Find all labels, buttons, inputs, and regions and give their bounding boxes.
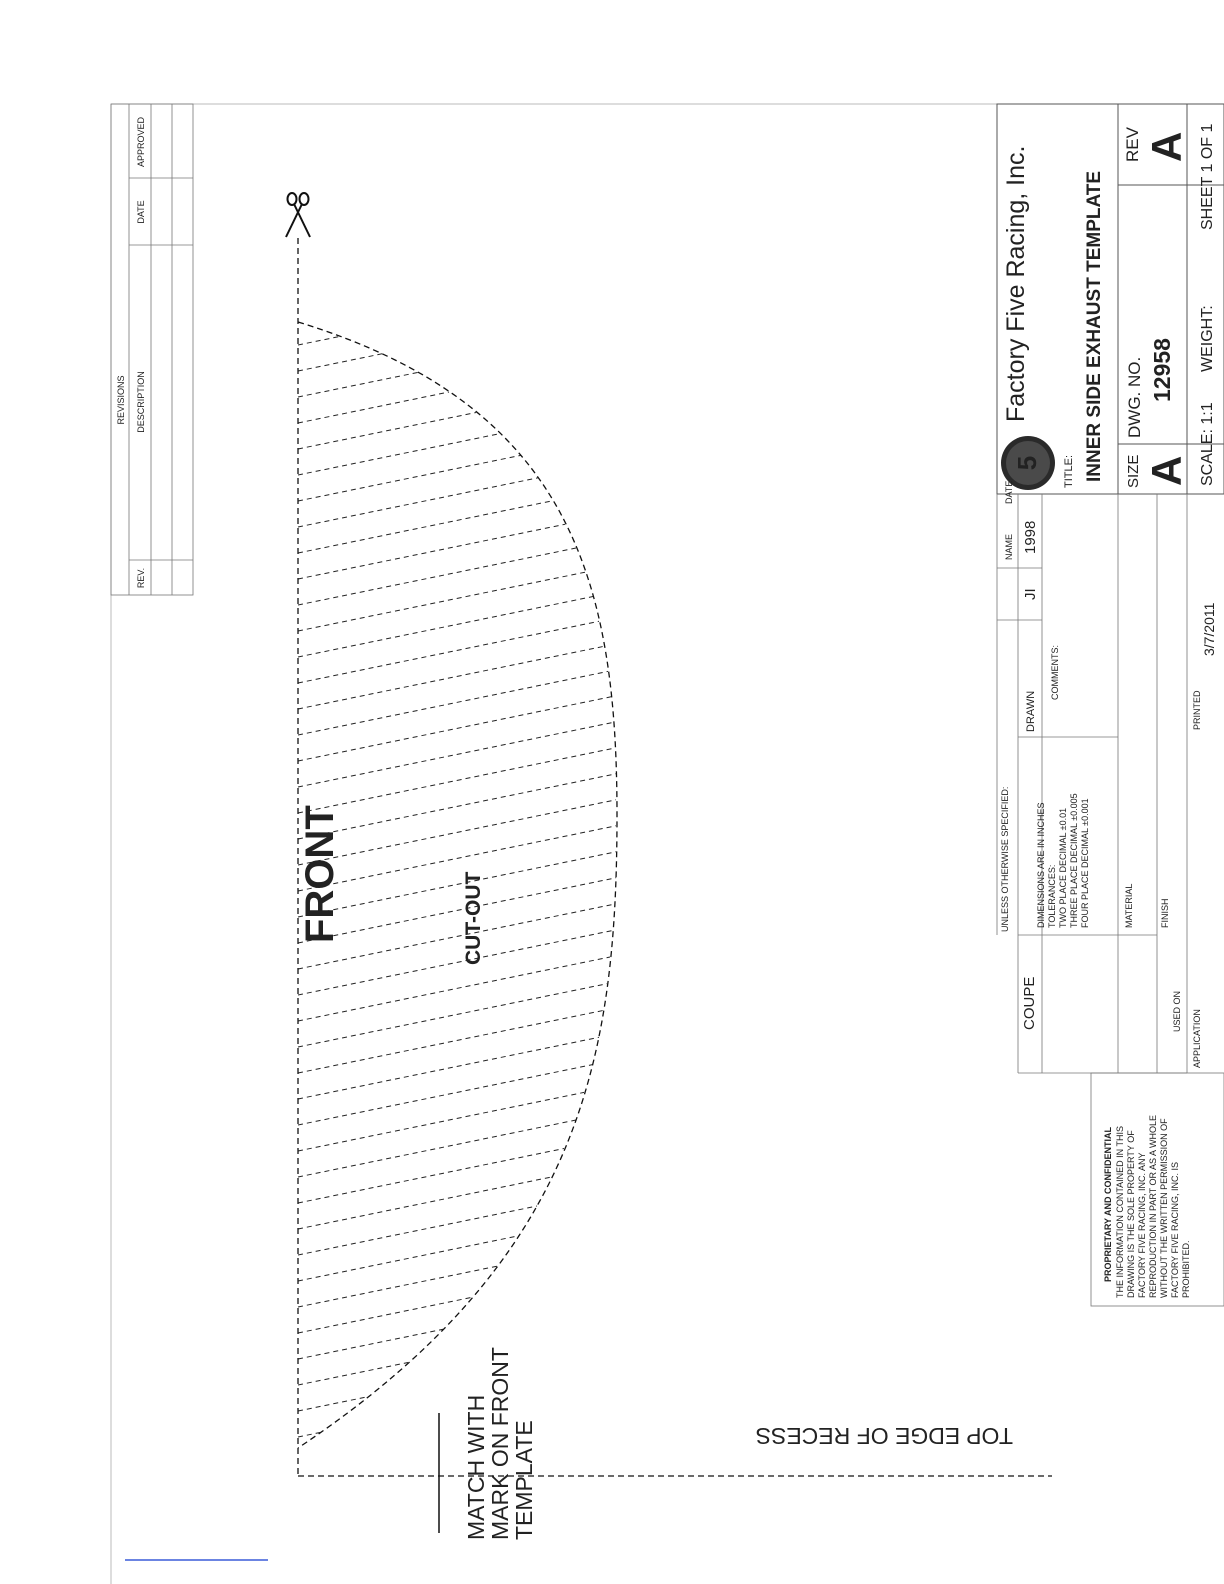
hatch-line: [298, 478, 538, 527]
cutout-label: CUT-OUT: [462, 871, 485, 965]
hatch-line: [298, 372, 419, 397]
hatch-line: [298, 392, 449, 423]
hatch-line: [298, 1149, 564, 1204]
hatch-line: [298, 774, 616, 839]
hatch-line: [298, 1092, 584, 1151]
hatch-line: [298, 826, 616, 891]
hatch-line: [298, 1065, 593, 1126]
hatch-line: [298, 748, 615, 813]
revisions-col-date: DATE: [136, 200, 146, 224]
dimensions-line-4: THREE PLACE DECIMAL ±0.005: [1069, 793, 1079, 928]
proprietary-line-2: DRAWING IS THE SOLE PROPERTY OF: [1126, 1130, 1136, 1298]
revisions-table: [111, 104, 193, 595]
proprietary-line-7: PROHIBITED.: [1181, 1240, 1191, 1298]
hatch-line: [298, 1236, 519, 1281]
hatch-line: [298, 524, 565, 579]
top-edge-label: TOP EDGE OF RECESS: [755, 1423, 1013, 1449]
hatch-line: [298, 1037, 599, 1099]
size-label: SIZE: [1125, 454, 1142, 488]
hatch-line: [298, 501, 553, 553]
template-drawing: [286, 193, 1052, 1540]
match-label-line-3: TEMPLATE: [511, 1420, 537, 1540]
revisions-col-description: DESCRIPTION: [136, 371, 146, 433]
revisions-col-approved: APPROVED: [136, 116, 146, 168]
hatch-line: [298, 984, 607, 1047]
application-label: APPLICATION: [1192, 1009, 1202, 1068]
hatch-line: [298, 1363, 408, 1386]
hatch-line: [298, 957, 610, 1021]
match-label-line-2: MARK ON FRONT: [487, 1347, 513, 1540]
company-name: Factory Five Racing, Inc.: [1002, 145, 1030, 422]
hatch-line: [298, 572, 585, 631]
sheet-text: SHEET 1 OF 1: [1199, 123, 1216, 230]
title-block: [997, 104, 1224, 1306]
hatch-line: [298, 1120, 576, 1177]
unless-specified: UNLESS OTHERWISE SPECIFIED:: [1000, 786, 1010, 932]
hatch-line: [298, 354, 382, 371]
dimensions-line-1: DIMENSIONS ARE IN INCHES: [1036, 802, 1046, 928]
hatch-line: [298, 597, 593, 658]
scissors-icon: [286, 193, 310, 237]
printed-date: 3/7/2011: [1201, 602, 1217, 656]
proprietary-heading: PROPRIETARY AND CONFIDENTIAL: [1103, 1126, 1113, 1282]
hatch-line: [298, 1206, 537, 1255]
hatch-line: [298, 800, 616, 865]
hatch-line: [298, 878, 616, 943]
hatch-line: [298, 697, 611, 761]
hatch-line: [298, 1177, 552, 1229]
match-label-line-1: MATCH WITH: [463, 1394, 489, 1540]
proprietary-line-5: WITHOUT THE WRITTEN PERMISSION OF: [1159, 1118, 1169, 1298]
rev-label: REV: [1123, 127, 1142, 162]
proprietary-line-1: THE INFORMATION CONTAINED IN THIS: [1115, 1125, 1125, 1298]
hatch-line: [298, 646, 604, 709]
hatch-line: [298, 1433, 320, 1438]
proprietary-line-3: FACTORY FIVE RACING, INC. ANY: [1137, 1152, 1147, 1298]
hatch-line: [298, 455, 521, 501]
printed-label: PRINTED: [1192, 690, 1202, 730]
scale-text: SCALE: 1:1: [1199, 402, 1216, 486]
front-label: FRONT: [298, 805, 342, 943]
hatch-line: [298, 904, 614, 969]
hatch-line: [298, 621, 599, 683]
weight-text: WEIGHT:: [1199, 305, 1216, 372]
drawn-name: JI: [1022, 588, 1039, 600]
model-name: COUPE: [1021, 976, 1038, 1030]
finish-label: FINISH: [1160, 898, 1170, 928]
hatch-line: [298, 930, 613, 995]
dimensions-line-2: TOLERANCES:: [1047, 864, 1057, 928]
hatch-line: [298, 434, 500, 475]
hatch-line: [298, 722, 613, 787]
hatch-line: [298, 852, 616, 917]
revisions-header: REVISIONS: [116, 375, 126, 425]
date-header: DATE: [1004, 480, 1014, 504]
dimensions-line-5: FOUR PLACE DECIMAL ±0.001: [1080, 798, 1090, 928]
hatch-line: [298, 1010, 604, 1073]
hatch-line: [298, 548, 576, 605]
rev-value: A: [1143, 131, 1190, 162]
drawn-label: DRAWN: [1025, 690, 1037, 732]
dwg-no-label: DWG. NO.: [1125, 356, 1144, 438]
material-label: MATERIAL: [1124, 883, 1134, 928]
title-label: TITLE:: [1063, 454, 1075, 488]
dimensions-line-3: TWO PLACE DECIMAL ±0.01: [1058, 807, 1068, 928]
hatch-line: [298, 1397, 368, 1411]
hatch-line: [298, 336, 340, 345]
size-value: A: [1143, 455, 1190, 486]
proprietary-line-4: REPRODUCTION IN PART OR AS A WHOLE: [1148, 1114, 1158, 1298]
proprietary-line-6: FACTORY FIVE RACING, INC. IS: [1170, 1161, 1180, 1298]
drawn-date: 1998: [1022, 520, 1039, 554]
hatch-line: [298, 671, 608, 735]
dwg-no-value: 12958: [1149, 338, 1175, 402]
cutout-hatching: [298, 336, 616, 1437]
comments-label: COMMENTS:: [1050, 645, 1060, 700]
hatch-line: [298, 1297, 473, 1333]
logo-five: 5: [1012, 455, 1042, 471]
name-header: NAME: [1004, 533, 1014, 560]
hatch-line: [298, 1266, 497, 1307]
drawing-title: INNER SIDE EXHAUST TEMPLATE: [1084, 170, 1105, 482]
revisions-col-rev: REV.: [136, 567, 146, 589]
hatch-line: [298, 1329, 443, 1359]
used-on-label: USED ON: [1172, 990, 1182, 1032]
